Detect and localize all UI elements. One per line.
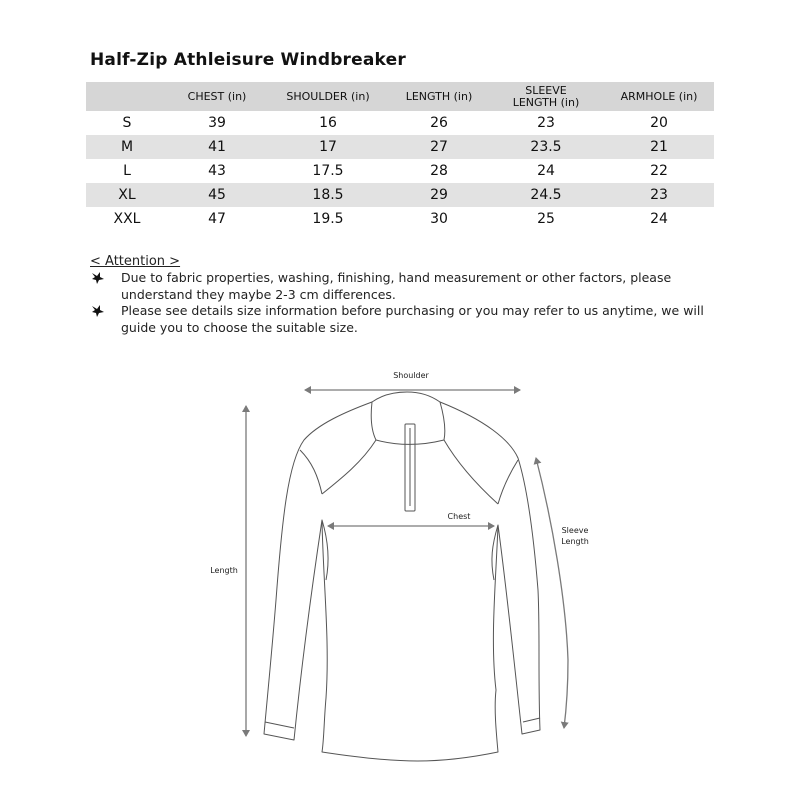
size-cell: L (123, 163, 131, 179)
sleeve-length-cell: 25 (537, 211, 555, 227)
attention-title: < Attention > (90, 254, 181, 269)
armhole-cell: 21 (604, 135, 714, 159)
page-title: Half-Zip Athleisure Windbreaker (90, 50, 406, 70)
sleeve-length-cell: 23 (537, 115, 555, 131)
chest-cell: 41 (168, 135, 266, 159)
size-cell: M (86, 135, 168, 159)
chest-cell: 45 (168, 183, 266, 207)
sleeve-length-label-line1: Sleeve (561, 526, 589, 535)
chest-cell: 39 (208, 115, 226, 131)
armhole-cell: 23 (604, 183, 714, 207)
shoulder-cell: 16 (319, 115, 337, 131)
length-cell: 30 (430, 211, 448, 227)
sleeve-length-cell: 24 (537, 163, 555, 179)
sleeve-length-cell: 24.5 (488, 183, 604, 207)
shoulder-cell: 17.5 (312, 163, 344, 179)
sleeve-length-label-line2: Length (561, 537, 589, 546)
sleeve-length-arrow (536, 458, 568, 728)
length-cell: 29 (390, 183, 488, 207)
attention-item-text: Due to fabric properties, washing, finishing, hand measurement or other factors, please understand they maybe 2-3 cm differences. (121, 270, 672, 302)
chest-label: Chest (447, 512, 471, 521)
size-cell: S (122, 115, 132, 131)
chest-cell: 47 (208, 211, 226, 227)
length-cell: 28 (430, 163, 448, 179)
shoulder-cell: 18.5 (266, 183, 390, 207)
chest-cell: 43 (208, 163, 226, 179)
shoulder-label: Shoulder (393, 371, 429, 380)
armhole-cell: 20 (650, 115, 668, 131)
length-cell: 27 (390, 135, 488, 159)
length-cell: 26 (430, 115, 448, 131)
attention-item-text: Please see details size information before purchasing or you may refer to us anytime, we will guide you to choose the suitable size. (121, 303, 704, 335)
armhole-cell: 22 (650, 163, 668, 179)
shoulder-cell: 19.5 (312, 211, 344, 227)
shirt-outline (264, 392, 540, 761)
header-length: LENGTH (in) (390, 82, 488, 111)
size-cell: XL (86, 183, 168, 207)
sleeve-length-cell: 23.5 (488, 135, 604, 159)
size-cell: XXL (113, 211, 141, 227)
header-shoulder: SHOULDER (in) (266, 82, 390, 111)
header-chest: CHEST (in) (168, 82, 266, 111)
header-sleeve-length: SLEEVE LENGTH (in) (488, 82, 604, 111)
length-label: Length (210, 566, 238, 575)
armhole-cell: 24 (650, 211, 668, 227)
shoulder-cell: 17 (266, 135, 390, 159)
header-armhole: ARMHOLE (in) (604, 82, 714, 111)
